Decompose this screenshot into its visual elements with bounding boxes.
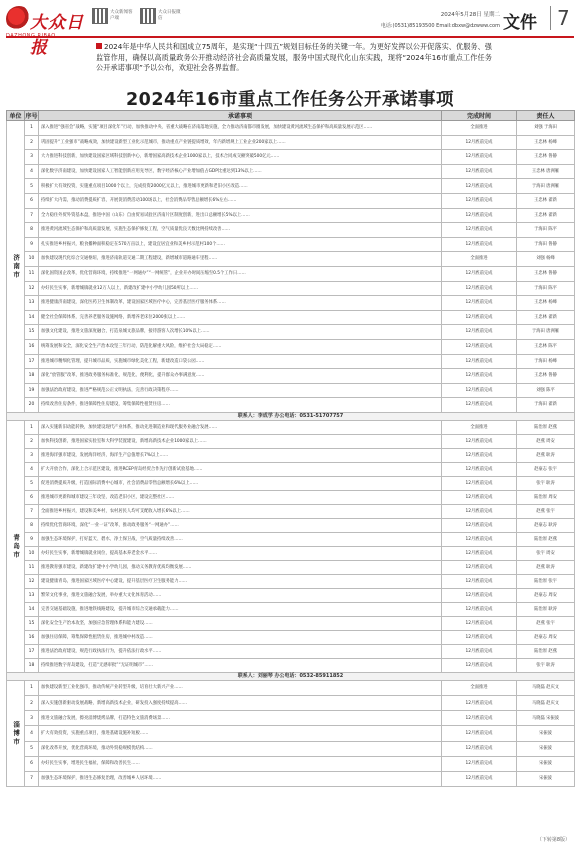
table-row: [7, 644, 575, 658]
table-row: [7, 252, 575, 267]
responsible-cell: 王忠林 翟新: [517, 208, 575, 223]
deadline-cell: 12月底前完成: [442, 658, 517, 672]
row-number-cell: 8: [25, 518, 39, 532]
commitment-cell: 扩大有效投资，实施重点项目，推进基础设施补短板……: [39, 726, 442, 741]
commitment-cell: 推进黄河流域生态保护和高质量发展，实施生态保护修复工程，空气质量优良天数比例持续改善……: [39, 223, 442, 238]
row-number-cell: 5: [25, 179, 39, 194]
table-row: [7, 772, 575, 787]
responsible-cell: 于海田 陈平: [517, 223, 575, 238]
deadline-cell: 12月底前完成: [442, 237, 517, 252]
responsible-cell: 陆治原 张宇: [517, 574, 575, 588]
commitment-cell: 持续改善住房条件，推进保障性住房建设，筹集保障性租赁住房……: [39, 398, 442, 413]
row-number-cell: 11: [25, 560, 39, 574]
table-row: [7, 135, 575, 150]
deadline-cell: 12月底前完成: [442, 602, 517, 616]
table-row: [7, 150, 575, 165]
deadline-cell: 12月底前完成: [442, 588, 517, 602]
deadline-cell: 12月底前完成: [442, 354, 517, 369]
responsible-cell: 张宇 耿涛: [517, 658, 575, 672]
table-row: [7, 532, 575, 546]
deadline-cell: 12月底前完成: [442, 434, 517, 448]
responsible-cell: 王忠林 翟新: [517, 193, 575, 208]
row-number-cell: 2: [25, 696, 39, 711]
responsible-cell: 王忠林 杨峰: [517, 296, 575, 311]
commitment-cell: 扩大开放合作，深化上合示范区建设，推进RCEP青岛经贸合作先行创新试验基地……: [39, 462, 442, 476]
table-row: [7, 756, 575, 771]
row-number-cell: 3: [25, 448, 39, 462]
table-row: [7, 616, 575, 630]
column-header: 完成时间: [442, 111, 517, 121]
table-row: [7, 398, 575, 413]
contact-row: [7, 672, 575, 680]
row-number-cell: 12: [25, 281, 39, 296]
row-number-cell: 1: [25, 680, 39, 695]
table-row: [7, 462, 575, 476]
table-row: [7, 193, 575, 208]
responsible-cell: 刘强 陈平: [517, 383, 575, 398]
row-number-cell: 12: [25, 574, 39, 588]
table-row: [7, 490, 575, 504]
deadline-cell: 12月底前完成: [442, 462, 517, 476]
table-row: [7, 741, 575, 756]
table-row: [7, 658, 575, 672]
commitment-cell: 加快建设现代化综合交通枢纽，推进济南轨道交通二期工程建设，新增城市道路通车里程……: [39, 252, 442, 267]
column-header: 单位: [7, 111, 25, 121]
commitment-cell: 建设健康青岛，推进国家区域医疗中心建设，提升基层医疗卫生服务能力……: [39, 574, 442, 588]
deadline-cell: 全面推进: [442, 420, 517, 434]
responsible-cell: 马晓磊 赵庆文: [517, 680, 575, 695]
table-row: [7, 574, 575, 588]
row-number-cell: 17: [25, 354, 39, 369]
deadline-cell: 12月底前完成: [442, 772, 517, 787]
commitment-cell: 加强生态环境保护，推进生态修复治理，改善城乡人居环境……: [39, 772, 442, 787]
row-number-cell: 13: [25, 588, 39, 602]
row-number-cell: 6: [25, 193, 39, 208]
commitment-cell: 大力推进科技创新，加快建设国家区域科技创新中心，新增国家高新技术企业1000家以上，技术合同成交额突破500亿元……: [39, 150, 442, 165]
logo-text: 大众日报: [30, 13, 84, 58]
row-number-cell: 1: [25, 420, 39, 434]
row-number-cell: 7: [25, 504, 39, 518]
row-number-cell: 9: [25, 237, 39, 252]
responsible-cell: 马晓磊 宋振波: [517, 711, 575, 726]
row-number-cell: 16: [25, 339, 39, 354]
table-row: [7, 504, 575, 518]
deadline-cell: 12月底前完成: [442, 135, 517, 150]
unit-name-cell: 青岛市: [7, 420, 25, 672]
commitment-cell: 推进城市更新和城市建设三年攻坚，改造老旧小区，建设完整社区……: [39, 490, 442, 504]
deadline-cell: 12月底前完成: [442, 193, 517, 208]
responsible-cell: 赵豪志 张宇: [517, 462, 575, 476]
table-row: [7, 208, 575, 223]
deadline-cell: 12月底前完成: [442, 383, 517, 398]
table-row: [7, 179, 575, 194]
row-number-cell: 18: [25, 658, 39, 672]
responsible-cell: 陆治原 赵燕: [517, 420, 575, 434]
commitment-cell: 巩固提升“工业强市”战略成效，加快建设新型工业化示范城市，推动重点产业链提质增效，年内新增规上工业企业200家以上……: [39, 135, 442, 150]
row-number-cell: 3: [25, 150, 39, 165]
responsible-cell: 陆治原 周安: [517, 490, 575, 504]
deadline-cell: 12月底前完成: [442, 448, 517, 462]
contact-row: [7, 412, 575, 420]
table-row: [7, 237, 575, 252]
responsible-cell: 张宇 周安: [517, 546, 575, 560]
table-row: [7, 546, 575, 560]
table-row: [7, 476, 575, 490]
responsible-cell: 陆治原 赵燕: [517, 532, 575, 546]
row-number-cell: 15: [25, 325, 39, 340]
row-number-cell: 4: [25, 164, 39, 179]
table-row: [7, 696, 575, 711]
table-row: [7, 434, 575, 448]
deadline-cell: 12月底前完成: [442, 490, 517, 504]
table-row: [7, 223, 575, 238]
deadline-cell: 12月底前完成: [442, 696, 517, 711]
commitment-cell: 深化改革开放，优化营商环境，推动外贸稳规模优结构……: [39, 741, 442, 756]
responsible-cell: 赵燕 张宇: [517, 616, 575, 630]
deadline-cell: 全面推进: [442, 680, 517, 695]
commitment-cell: 统筹发展和安全，深化安全生产治本攻坚三年行动，防范化解重大风险，维护社会大局稳定……: [39, 339, 442, 354]
commitment-cell: 持续优化营商环境，深化“一业一证”改革，推动政务服务“一网通办”……: [39, 518, 442, 532]
row-number-cell: 4: [25, 726, 39, 741]
table-row: [7, 339, 575, 354]
contact-info: 电话:(0531)85193500 Email:dbxw@dzwww.com: [380, 23, 500, 29]
deadline-cell: 12月底前完成: [442, 518, 517, 532]
responsible-cell: 宋振波: [517, 726, 575, 741]
column-header: 承诺事项: [39, 111, 442, 121]
responsible-cell: 马晓磊 赵庆文: [517, 696, 575, 711]
page-number: 7: [550, 6, 570, 30]
table-row: [7, 164, 575, 179]
deadline-cell: 全面推进: [442, 252, 517, 267]
deadline-cell: 全面推进: [442, 121, 517, 136]
row-number-cell: 9: [25, 532, 39, 546]
deadline-cell: 12月底前完成: [442, 711, 517, 726]
deadline-cell: 12月底前完成: [442, 310, 517, 325]
commitment-cell: 推进法治政府建设，规范行政执法行为，提升依法行政水平……: [39, 644, 442, 658]
table-row: [7, 711, 575, 726]
table-row: [7, 383, 575, 398]
row-number-cell: 6: [25, 756, 39, 771]
row-number-cell: 17: [25, 644, 39, 658]
column-header: 序号: [25, 111, 39, 121]
commitment-cell: 扎实推进乡村振兴，粮食播种面积稳定在570万亩以上，建设宜居宜业和美乡村示范村100个……: [39, 237, 442, 252]
deadline-cell: 12月底前完成: [442, 574, 517, 588]
deadline-cell: 12月底前完成: [442, 616, 517, 630]
commitment-cell: 推进城市精细化管理，提升城市品质，实施城市绿化美化工程，新建改造口袋公园……: [39, 354, 442, 369]
deadline-cell: 12月底前完成: [442, 339, 517, 354]
commitment-cell: 深化安全生产治本攻坚，加强应急管理体系和能力建设……: [39, 616, 442, 630]
row-number-cell: 19: [25, 383, 39, 398]
responsible-cell: 王忠林 鲁静: [517, 369, 575, 384]
commitment-cell: 深入实施新旧动能转换，加快建设现代产业体系，推动先进制造业和现代服务业融合发展……: [39, 420, 442, 434]
qr-code-icon: [92, 8, 108, 24]
row-number-cell: 6: [25, 490, 39, 504]
responsible-cell: 王忠林 鲁静: [517, 266, 575, 281]
column-header: 责任人: [517, 111, 575, 121]
unit-name-cell: 淄博市: [7, 680, 25, 786]
commitment-cell: 健全社会保障体系，完善养老服务设施网络，新增养老床位2000张以上……: [39, 310, 442, 325]
qr-caption: 大众日报微信: [158, 10, 181, 21]
table-row: [7, 560, 575, 574]
commitment-cell: 持续扩大内需，推动消费提质扩容，开展促消费活动100场以上，社会消费品零售总额增长6%左右……: [39, 193, 442, 208]
deadline-cell: 12月底前完成: [442, 325, 517, 340]
table-row: [7, 680, 575, 695]
row-number-cell: 16: [25, 630, 39, 644]
row-number-cell: 14: [25, 310, 39, 325]
row-number-cell: 11: [25, 266, 39, 281]
responsible-cell: 于海田 唐洲雁: [517, 179, 575, 194]
responsible-cell: 赵豪志 周安: [517, 588, 575, 602]
deadline-cell: 12月底前完成: [442, 630, 517, 644]
table-row: [7, 296, 575, 311]
commitment-cell: 推进健康济南建设，深化医药卫生体制改革，建设国家区域医疗中心，完善基层医疗服务体系……: [39, 296, 442, 311]
responsible-cell: 于海田 唐洲雁: [517, 325, 575, 340]
deadline-cell: 12月底前完成: [442, 546, 517, 560]
commitment-cell: 深化国资国企改革，优化营商环境，持续推进“一网通办”“一网统管”，企业开办时间压缩至0.5个工作日……: [39, 266, 442, 281]
commitment-cell: 持续推进数字青岛建设，打造“无感审批”“无证明城市”……: [39, 658, 442, 672]
deadline-cell: 12月底前完成: [442, 296, 517, 311]
responsible-cell: 王忠林 陈平: [517, 339, 575, 354]
deadline-cell: 12月底前完成: [442, 223, 517, 238]
qr-caption: 大众新闻客户端: [110, 10, 133, 21]
row-number-cell: 3: [25, 711, 39, 726]
deadline-cell: 12月底前完成: [442, 756, 517, 771]
row-number-cell: 10: [25, 252, 39, 267]
commitment-cell: 繁荣文化事业，推进文旅融合发展，举办重大文化体育活动……: [39, 588, 442, 602]
commitment-cell: 全力稳住外贸外资基本盘，推进中国（山东）自由贸易试验区济南片区制度创新，进出口总额增长5%以上……: [39, 208, 442, 223]
responsible-cell: 王忠林 翟新: [517, 310, 575, 325]
continued-note: （下转第8版）: [536, 837, 570, 843]
table-row: [7, 325, 575, 340]
table-row: [7, 602, 575, 616]
responsible-cell: 于海田 杨峰: [517, 354, 575, 369]
deadline-cell: 12月底前完成: [442, 644, 517, 658]
responsible-cell: 刘强 杨峰: [517, 252, 575, 267]
table-row: [7, 354, 575, 369]
commitment-cell: 深化数字济南建设，加快建设国家人工智能创新应用先导区，数字经济核心产业增加值占GDP比重达到13%以上……: [39, 164, 442, 179]
deadline-cell: 12月底前完成: [442, 369, 517, 384]
commitment-cell: 全面推进乡村振兴，建设和美乡村，农村居民人均可支配收入增长6%以上……: [39, 504, 442, 518]
commitment-cell: 办好民生实事，新增城镇就业12万人以上，新建改扩建中小学幼儿园50所以上……: [39, 281, 442, 296]
deadline-cell: 12月底前完成: [442, 560, 517, 574]
responsible-cell: 赵燕 耿涛: [517, 560, 575, 574]
commitment-cell: 推进文旅融合发展，擦亮淄博烧烤品牌，打造特色文旅消费场景……: [39, 711, 442, 726]
responsible-cell: 刘强 于海田: [517, 121, 575, 136]
commitment-cell: 加强法治政府建设，推进严格规范公正文明执法，完善行政决策程序……: [39, 383, 442, 398]
commitment-cell: 加快建设新型工业化强市，推动传统产业转型升级，培育壮大新兴产业……: [39, 680, 442, 695]
logo-emblem-icon: [6, 6, 32, 32]
contact-info-cell: 联系人：刘丽琴 办公电话：0532-85911852: [7, 672, 575, 680]
commitment-cell: 加强生态环境保护，打好蓝天、碧水、净土保卫战，空气质量持续改善……: [39, 532, 442, 546]
table-row: [7, 518, 575, 532]
row-number-cell: 20: [25, 398, 39, 413]
deadline-cell: 12月底前完成: [442, 532, 517, 546]
commitment-table: [6, 110, 575, 787]
responsible-cell: 宋振波: [517, 756, 575, 771]
deadline-cell: 12月底前完成: [442, 208, 517, 223]
responsible-cell: 陆治原 耿涛: [517, 602, 575, 616]
responsible-cell: 陆治原 赵燕: [517, 644, 575, 658]
deadline-cell: 12月底前完成: [442, 179, 517, 194]
row-number-cell: 5: [25, 741, 39, 756]
table-row: [7, 726, 575, 741]
table-row: [7, 448, 575, 462]
commitment-cell: 深化“放管服”改革，推进政务服务标准化、规范化、便利化，提升群众办事满意度……: [39, 369, 442, 384]
commitment-cell: 推进教育强市建设，新建改扩建中小学幼儿园，推动义务教育优质均衡发展……: [39, 560, 442, 574]
responsible-cell: 王忠林 鲁静: [517, 150, 575, 165]
section-title: 文件: [503, 13, 537, 33]
deadline-cell: 12月底前完成: [442, 150, 517, 165]
row-number-cell: 2: [25, 434, 39, 448]
responsible-cell: 赵燕 耿涛: [517, 448, 575, 462]
row-number-cell: 8: [25, 223, 39, 238]
row-number-cell: 4: [25, 462, 39, 476]
deadline-cell: 12月底前完成: [442, 476, 517, 490]
responsible-cell: 赵豪志 周安: [517, 630, 575, 644]
deadline-cell: 12月底前完成: [442, 164, 517, 179]
responsible-cell: 张宇 耿涛: [517, 476, 575, 490]
commitment-cell: 办好民生实事，新增城镇就业岗位，提高基本养老金水平……: [39, 546, 442, 560]
commitment-cell: 推进海洋强市建设，发展海洋经济，海洋生产总值增长7%以上……: [39, 448, 442, 462]
commitment-cell: 深入实施创新驱动发展战略，新增高新技术企业，研发投入强度持续提高……: [39, 696, 442, 711]
commitment-cell: 完善交通基础设施，推进地铁线路建设，提升城市综合交通承载能力……: [39, 602, 442, 616]
row-number-cell: 13: [25, 296, 39, 311]
table-row: [7, 369, 575, 384]
responsible-cell: 赵燕 周安: [517, 434, 575, 448]
row-number-cell: 5: [25, 476, 39, 490]
responsible-cell: 宋振波: [517, 772, 575, 787]
commitment-cell: 加快科技创新，推进国家实验室和大科学装置建设，新增高新技术企业1000家以上……: [39, 434, 442, 448]
row-number-cell: 15: [25, 616, 39, 630]
row-number-cell: 7: [25, 208, 39, 223]
deadline-cell: 12月底前完成: [442, 281, 517, 296]
responsible-cell: 宋振波: [517, 741, 575, 756]
divider: [6, 36, 574, 38]
newspaper-logo[interactable]: [6, 6, 86, 58]
row-number-cell: 18: [25, 369, 39, 384]
responsible-cell: 王忠林 杨峰: [517, 135, 575, 150]
row-number-cell: 14: [25, 602, 39, 616]
bullet-icon: [96, 43, 102, 49]
deadline-cell: 12月底前完成: [442, 398, 517, 413]
responsible-cell: 赵燕 张宇: [517, 504, 575, 518]
deadline-cell: 12月底前完成: [442, 504, 517, 518]
intro-text: 2024年是中华人民共和国成立75周年，是实现“十四五”规划目标任务的关键一年。为更好发挥以公开促落实、优服务、强监管作用，确保以高质量政务公开推动经济社会高质量发展，服务中国式现代化山东实践，现将“2024年16市重点工作任务公开承诺事项”予以公布，欢迎社会各界监督。: [96, 42, 492, 72]
commitment-cell: 积极扩大有效投资，实施重点项目1000个以上，完成投资2000亿元以上，推进城市更新和老旧小区改造……: [39, 179, 442, 194]
qr-code-icon: [140, 8, 156, 24]
responsible-cell: 于海田 鲁静: [517, 237, 575, 252]
responsible-cell: 赵豪志 耿涛: [517, 518, 575, 532]
row-number-cell: 1: [25, 121, 39, 136]
commitment-cell: 深入推进“强省会”战略，实施“项目深化年”行动，加快推动中央、省重大战略在济南落地实施，全力推动济南都市圈发展，加快建设黄河流域生态保护和高质量发展示范区……: [39, 121, 442, 136]
contact-info-cell: 联系人：李成学 办公电话：0531-51707757: [7, 412, 575, 420]
responsible-cell: 于海田 翟新: [517, 398, 575, 413]
responsible-cell: 王忠林 唐洲雁: [517, 164, 575, 179]
intro-paragraph: [96, 42, 492, 74]
commitment-cell: 办好民生实事，增进民生福祉，保障和改善民生……: [39, 756, 442, 771]
table-row: [7, 420, 575, 434]
deadline-cell: 12月底前完成: [442, 741, 517, 756]
commitment-cell: 加强文化建设，推进文旅深度融合，打造泉城文旅品牌，接待游客人次增长10%以上……: [39, 325, 442, 340]
table-row: [7, 588, 575, 602]
table-row: [7, 266, 575, 281]
unit-name-cell: 济南市: [7, 121, 25, 413]
table-row: [7, 281, 575, 296]
deadline-cell: 12月底前完成: [442, 266, 517, 281]
row-number-cell: 7: [25, 772, 39, 787]
commitment-cell: 加强住房保障，筹集保障性租赁住房，推进城中村改造……: [39, 630, 442, 644]
table-row: [7, 630, 575, 644]
table-header-row: [7, 111, 575, 121]
row-number-cell: 10: [25, 546, 39, 560]
responsible-cell: 于海田 陈平: [517, 281, 575, 296]
deadline-cell: 12月底前完成: [442, 726, 517, 741]
table-row: [7, 121, 575, 136]
row-number-cell: 2: [25, 135, 39, 150]
commitment-cell: 促进消费提质升级，打造国际消费中心城市，社会消费品零售总额增长6%以上……: [39, 476, 442, 490]
issue-date: 2024年5月28日 星期二: [440, 12, 500, 18]
page-headline: 2024年16市重点工作任务公开承诺事项: [125, 90, 455, 110]
table-row: [7, 310, 575, 325]
